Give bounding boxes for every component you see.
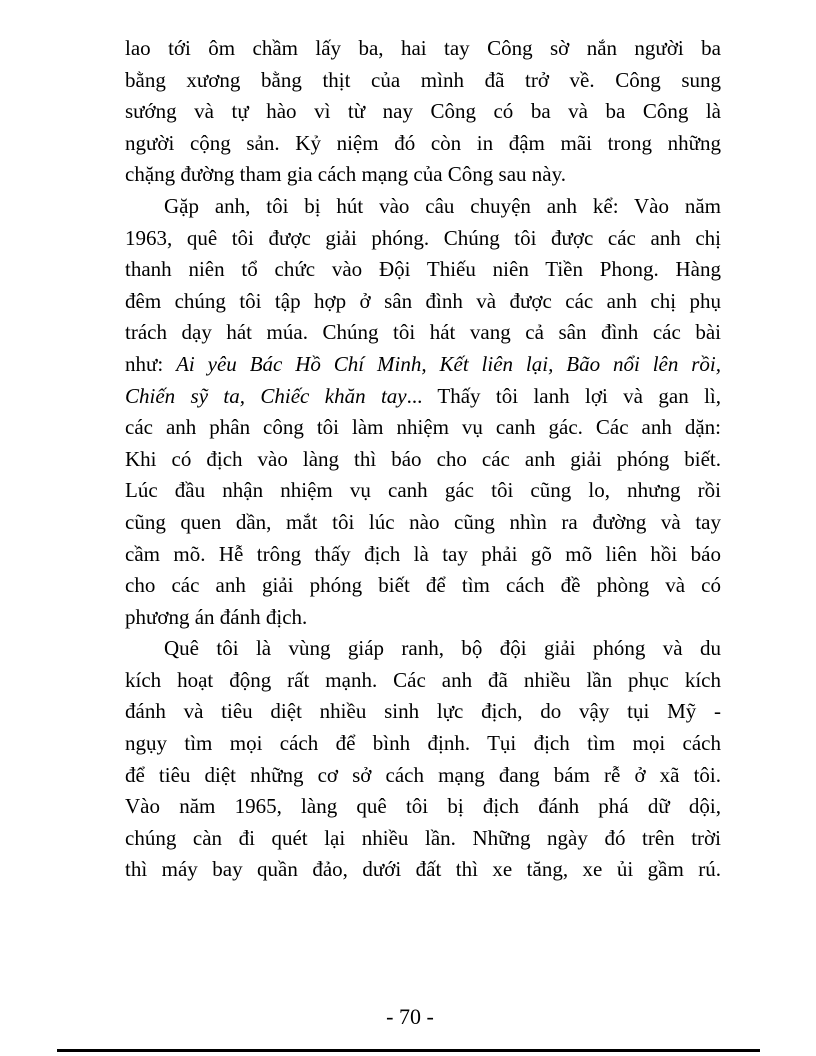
text-segment: như: xyxy=(125,351,177,376)
text-segment: trách dạy hát múa. Chúng tôi hát vang cả sân đình các bài xyxy=(125,320,721,345)
paragraph xyxy=(125,191,721,633)
text-segment: thì máy bay quần đảo, dưới đất thì xe tăng, xe ủi gầm rú. xyxy=(125,857,721,882)
italic-song-titles: Chiến sỹ ta, Chiếc khăn tay xyxy=(125,383,407,408)
paragraph xyxy=(125,633,721,886)
text-segment: Gặp anh, tôi bị hút vào câu chuyện anh kể: Vào năm xyxy=(164,193,721,218)
text-segment: chặng đường tham gia cách mạng của Công sau này. xyxy=(125,162,566,187)
text-segment: Vào năm 1965, làng quê tôi bị địch đánh phá dữ dội, xyxy=(125,794,721,819)
text-line xyxy=(125,159,721,191)
text-line xyxy=(125,223,721,255)
text-segment: cầm mõ. Hễ trông thấy địch là tay phải gõ mõ liên hồi báo xyxy=(125,541,721,566)
text-line xyxy=(125,633,721,665)
text-segment: ngụy tìm mọi cách để bình định. Tụi địch tìm mọi cách xyxy=(125,731,721,756)
text-segment: Quê tôi là vùng giáp ranh, bộ đội giải phóng và du xyxy=(164,636,721,661)
text-line xyxy=(125,539,721,571)
text-segment: kích hoạt động rất mạnh. Các anh đã nhiều lần phục kích xyxy=(125,667,721,692)
text-segment: bằng xương bằng thịt của mình đã trở về. Công sung xyxy=(125,67,721,92)
text-line xyxy=(125,854,721,886)
text-segment: cũng quen dần, mắt tôi lúc nào cũng nhìn ra đường và tay xyxy=(125,509,721,534)
text-line xyxy=(125,349,721,381)
text-segment: Lúc đầu nhận nhiệm vụ canh gác tôi cũng lo, nhưng rồi xyxy=(125,478,721,503)
text-segment: ... Thấy tôi lanh lợi và gan lì, xyxy=(406,383,721,408)
text-segment: lao tới ôm chầm lấy ba, hai tay Công sờ nắn người ba xyxy=(125,36,721,60)
text-segment: cho các anh giải phóng biết để tìm cách đề phòng và có xyxy=(125,573,721,598)
text-line xyxy=(125,823,721,855)
text-segment: các anh phân công tôi làm nhiệm vụ canh gác. Các anh dặn: xyxy=(125,415,721,440)
text-line xyxy=(125,191,721,223)
text-line xyxy=(125,286,721,318)
text-line xyxy=(125,412,721,444)
bottom-rule xyxy=(57,1049,760,1052)
text-line xyxy=(125,128,721,160)
text-segment: thanh niên tổ chức vào Đội Thiếu niên Tiền Phong. Hàng xyxy=(125,257,721,282)
text-segment: đêm chúng tôi tập hợp ở sân đình và được các anh chị phụ xyxy=(125,288,721,313)
paragraph xyxy=(125,33,721,191)
text-segment: sướng và tự hào vì từ nay Công có ba và ba Công là xyxy=(125,99,721,124)
text-segment: để tiêu diệt những cơ sở cách mạng đang bám rễ ở xã tôi. xyxy=(125,762,721,787)
text-line xyxy=(125,475,721,507)
text-line xyxy=(125,33,721,65)
text-segment: Khi có địch vào làng thì báo cho các anh giải phóng biết. xyxy=(125,446,721,471)
text-line xyxy=(125,444,721,476)
text-line xyxy=(125,254,721,286)
italic-song-titles: Ai yêu Bác Hồ Chí Minh, Kết liên lại, Bão nổi lên rồi, xyxy=(176,351,721,376)
text-line xyxy=(125,381,721,413)
text-line xyxy=(125,317,721,349)
text-segment: người cộng sản. Kỷ niệm đó còn in đậm mãi trong những xyxy=(125,130,721,155)
text-line xyxy=(125,665,721,697)
text-line xyxy=(125,602,721,634)
text-line xyxy=(125,570,721,602)
text-line xyxy=(125,696,721,728)
text-line xyxy=(125,760,721,792)
text-segment: phương án đánh địch. xyxy=(125,604,308,629)
text-line xyxy=(125,96,721,128)
text-line xyxy=(125,65,721,97)
text-line xyxy=(125,728,721,760)
text-segment: chúng càn đi quét lại nhiều lần. Những ngày đó trên trời xyxy=(125,825,721,850)
text-line xyxy=(125,791,721,823)
text-line xyxy=(125,507,721,539)
page-number: - 70 - xyxy=(386,1004,434,1029)
text-segment: 1963, quê tôi được giải phóng. Chúng tôi được các anh chị xyxy=(125,225,721,250)
body-text xyxy=(125,33,721,886)
text-segment: đánh và tiêu diệt nhiều sinh lực địch, do vậy tụi Mỹ - xyxy=(125,699,721,724)
